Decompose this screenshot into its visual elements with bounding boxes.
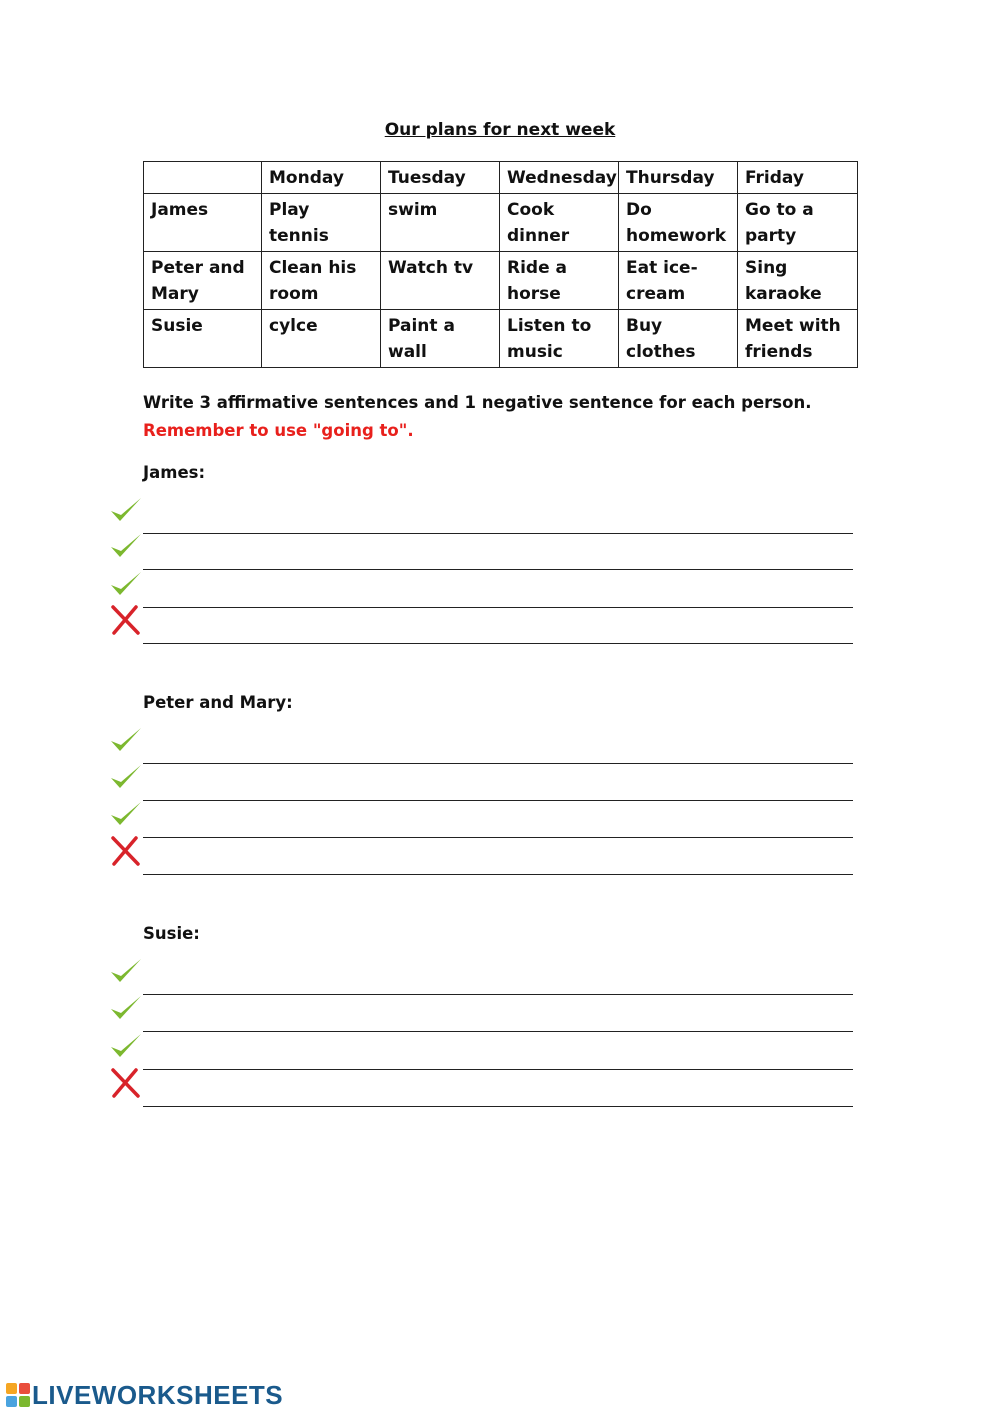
table-activity-cell: Meet with friends (738, 310, 858, 368)
table-header-cell (144, 162, 262, 194)
check-icon (108, 760, 144, 794)
answer-row (108, 723, 853, 761)
table-person-cell: James (144, 194, 262, 252)
table-row (144, 310, 858, 368)
table-activity-cell: cylce (262, 310, 381, 368)
plans-table (143, 161, 858, 368)
reminder-text: Remember to use "going to". (143, 421, 414, 440)
check-icon (108, 529, 144, 563)
negative-answer-input[interactable] (143, 854, 853, 875)
check-icon (108, 991, 144, 1025)
answer-row (108, 493, 853, 531)
table-person-cell: Susie (144, 310, 262, 368)
answer-row (108, 834, 853, 872)
table-header-cell: Friday (738, 162, 858, 194)
table-activity-cell: Go to a party (738, 194, 858, 252)
table-activity-cell: Play tennis (262, 194, 381, 252)
table-person-cell: Peter and Mary (144, 252, 262, 310)
person-name: Susie: (143, 924, 200, 943)
cross-icon (108, 603, 144, 637)
person-name: James: (143, 463, 206, 482)
page-title: Our plans for next week (384, 120, 616, 140)
negative-answer-input[interactable] (143, 1086, 853, 1107)
table-activity-cell: Sing karaoke (738, 252, 858, 310)
negative-answer-input[interactable] (143, 623, 853, 644)
footer-brand (6, 1378, 283, 1412)
answer-row (108, 603, 853, 641)
check-icon (108, 954, 144, 988)
table-header-cell: Wednesday (500, 162, 619, 194)
table-activity-cell: Cook dinner (500, 194, 619, 252)
table-row (144, 252, 858, 310)
table-activity-cell: Listen to music (500, 310, 619, 368)
check-icon (108, 493, 144, 527)
table-header-cell: Tuesday (381, 162, 500, 194)
table-header-cell: Monday (262, 162, 381, 194)
table-activity-cell: Eat ice-cream (619, 252, 738, 310)
person-section (0, 924, 1000, 1124)
answer-row (108, 760, 853, 798)
table-header-row (144, 162, 858, 194)
table-header-cell: Thursday (619, 162, 738, 194)
liveworksheets-logo-icon (6, 1383, 30, 1407)
cross-icon (108, 834, 144, 868)
answer-row (108, 1029, 853, 1067)
answer-row (108, 991, 853, 1029)
table-activity-cell: Watch tv (381, 252, 500, 310)
table-activity-cell: Do homework (619, 194, 738, 252)
answer-row (108, 529, 853, 567)
person-section (0, 693, 1000, 893)
check-icon (108, 567, 144, 601)
answer-row (108, 1066, 853, 1104)
table-activity-cell: Ride a horse (500, 252, 619, 310)
table-activity-cell: Clean his room (262, 252, 381, 310)
answer-row (108, 567, 853, 605)
instructions-text: Write 3 affirmative sentences and 1 negative sentence for each person. (143, 393, 812, 412)
answer-row (108, 797, 853, 835)
check-icon (108, 1029, 144, 1063)
table-activity-cell: Paint a wall (381, 310, 500, 368)
table-row (144, 194, 858, 252)
table-activity-cell: Buy clothes (619, 310, 738, 368)
check-icon (108, 723, 144, 757)
check-icon (108, 797, 144, 831)
brand-name: LIVEWORKSHEETS (32, 1379, 284, 1410)
table-activity-cell: swim (381, 194, 500, 252)
person-section (0, 463, 1000, 663)
cross-icon (108, 1066, 144, 1100)
person-name: Peter and Mary: (143, 693, 293, 712)
answer-row (108, 954, 853, 992)
